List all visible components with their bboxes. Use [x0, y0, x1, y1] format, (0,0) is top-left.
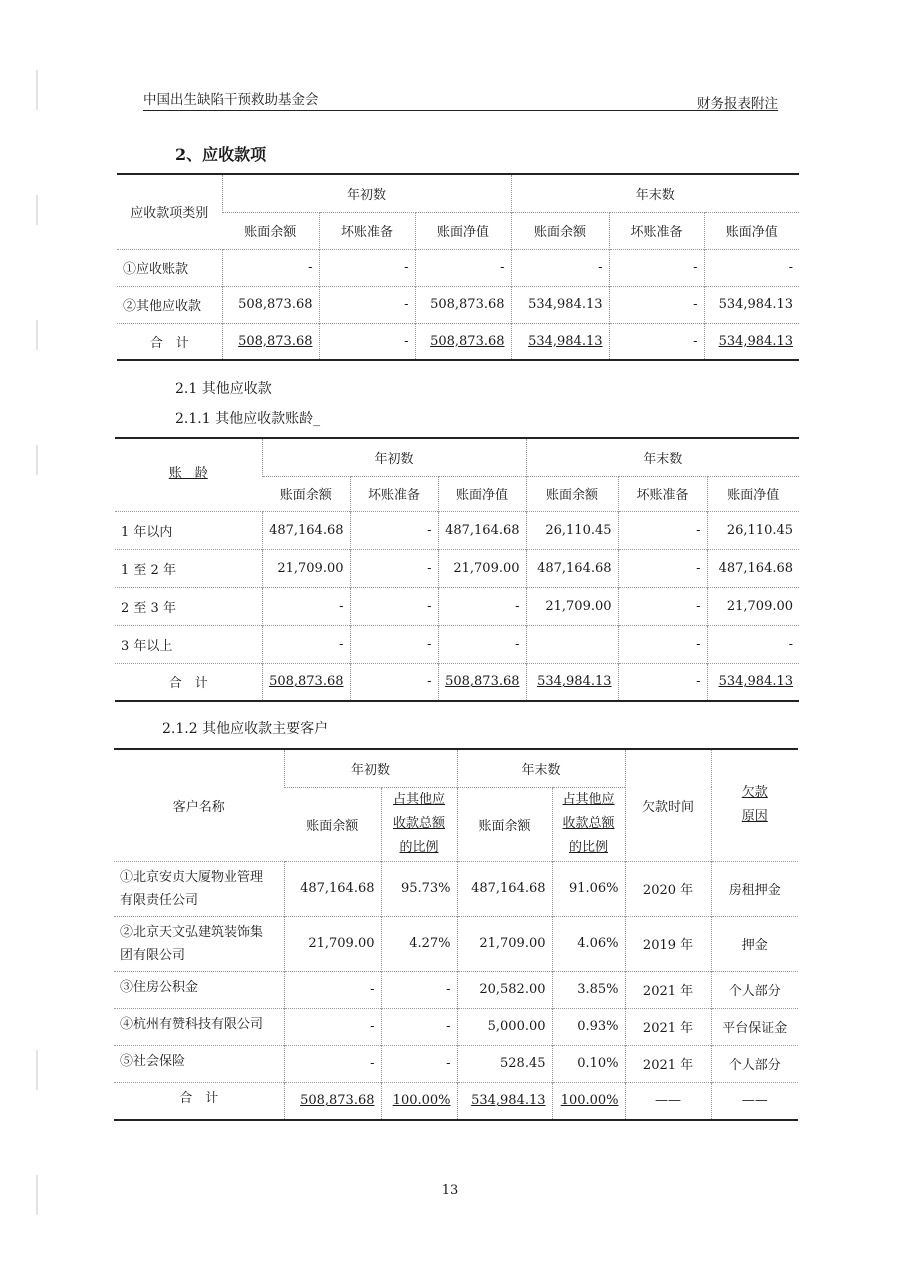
cell-value: -: [707, 625, 799, 663]
customer-name: ③住房公积金: [120, 979, 199, 995]
subsection-heading: 2.1.1 其他应收款账龄_: [175, 411, 321, 427]
cell-value: 个人部分: [711, 971, 798, 1008]
cell-value: -: [618, 549, 707, 587]
column-header: 账面余额: [511, 212, 609, 249]
header-section: 财务报表附注: [697, 96, 778, 112]
total-value: 508,873.68: [430, 333, 505, 349]
table-corner-header: 应收款项类别: [117, 174, 222, 249]
cell-value: -: [319, 249, 415, 286]
cell-value: -: [284, 1008, 381, 1045]
cell-value: -: [511, 249, 609, 286]
cell-value: 0.93%: [552, 1008, 625, 1045]
scan-mark: [36, 70, 38, 110]
header-rule: [143, 110, 778, 111]
table-row: [114, 1008, 798, 1045]
cell-value: 20,582.00: [457, 971, 552, 1008]
cell-value: -: [350, 587, 438, 625]
cell-value: -: [381, 1008, 457, 1045]
cell-value: 21,709.00: [457, 916, 552, 971]
cell-value: -: [438, 625, 526, 663]
table-corner-header: 客户名称: [114, 749, 284, 861]
row-label: 1 至 2 年: [115, 549, 262, 587]
column-header: 账面净值: [415, 212, 511, 249]
total-value: ——: [711, 1082, 798, 1120]
cell-value: 487,164.68: [526, 549, 618, 587]
total-value: -: [618, 663, 707, 701]
cell-value: -: [609, 286, 704, 323]
customer-name: 有限责任公司: [120, 892, 199, 908]
customer-name: ④杭州有赞科技有限公司: [120, 1016, 264, 1032]
table-row: [114, 916, 798, 971]
scan-mark: [36, 445, 38, 475]
cell-value: 21,709.00: [526, 587, 618, 625]
total-row: [114, 1082, 798, 1120]
total-value: 508,873.68: [445, 674, 520, 690]
cell-value: -: [284, 971, 381, 1008]
total-row: [115, 663, 799, 701]
cell-value: 487,164.68: [284, 861, 381, 916]
cell-value: -: [609, 249, 704, 286]
group-header-end: 年末数: [526, 438, 799, 476]
cell-value: 个人部分: [711, 1045, 798, 1082]
cell-value: 21,709.00: [262, 549, 350, 587]
total-row: [117, 323, 799, 360]
scan-mark: [36, 195, 38, 225]
cell-value: 5,000.00: [457, 1008, 552, 1045]
column-header: 账面余额: [457, 787, 552, 861]
customer-name: ②北京天文弘建筑装饰集: [120, 924, 264, 940]
cell-value: 0.10%: [552, 1045, 625, 1082]
cell-value: -: [350, 511, 438, 549]
table-corner-header: 账 龄: [168, 466, 208, 481]
cell-value: 534,984.13: [511, 286, 609, 323]
cell-value: 2021 年: [625, 971, 711, 1008]
column-header-ratio: 收款总额: [393, 816, 446, 831]
total-value: 534,984.13: [471, 1093, 546, 1109]
total-label: 合 计: [115, 663, 262, 701]
group-header-begin: 年初数: [222, 174, 511, 212]
row-label: 3 年以上: [115, 625, 262, 663]
column-header: 账面净值: [438, 476, 526, 511]
cell-value: 487,164.68: [457, 861, 552, 916]
column-header-time: 欠款时间: [625, 749, 711, 861]
cell-value: 26,110.45: [707, 511, 799, 549]
cell-value: 21,709.00: [438, 549, 526, 587]
cell-value: -: [438, 587, 526, 625]
cell-value: -: [381, 1045, 457, 1082]
group-header-begin: 年初数: [262, 438, 526, 476]
cell-value: -: [350, 549, 438, 587]
column-header-reason: 欠款: [741, 785, 768, 801]
total-value: ——: [625, 1082, 711, 1120]
column-header: 账面余额: [284, 787, 381, 861]
row-label: ①应收账款: [117, 249, 222, 286]
table-row: [115, 587, 799, 625]
cell-value: 21,709.00: [707, 587, 799, 625]
cell-value: 押金: [711, 916, 798, 971]
cell-value: 508,873.68: [415, 286, 511, 323]
total-value: 534,984.13: [537, 674, 612, 690]
cell-value: 91.06%: [552, 861, 625, 916]
customer-name: ⑤社会保险: [120, 1053, 186, 1069]
table-row: [114, 1045, 798, 1082]
total-value: 100.00%: [560, 1093, 619, 1109]
subsection-heading: 2.1 其他应收款: [175, 381, 272, 397]
cell-value: 4.27%: [381, 916, 457, 971]
cell-value: [526, 625, 618, 663]
total-value: 100.00%: [392, 1093, 451, 1109]
table-row: [115, 549, 799, 587]
total-value: 534,984.13: [718, 674, 794, 690]
receivables-table: [117, 173, 799, 361]
row-label: 1 年以内: [115, 511, 262, 549]
cell-value: 26,110.45: [526, 511, 618, 549]
row-label: 2 至 3 年: [115, 587, 262, 625]
cell-value: -: [618, 625, 707, 663]
column-header-ratio: 收款总额: [562, 816, 615, 831]
main-customers-table: [114, 748, 798, 1121]
cell-value: -: [284, 1045, 381, 1082]
cell-value: 487,164.68: [438, 511, 526, 549]
total-value: -: [609, 323, 704, 360]
customer-name: ①北京安贞大厦物业管理: [120, 869, 264, 885]
cell-value: 487,164.68: [262, 511, 350, 549]
column-header: 账面余额: [526, 476, 618, 511]
cell-value: 534,984.13: [704, 286, 799, 323]
column-header: 账面净值: [707, 476, 799, 511]
cell-value: 2019 年: [625, 916, 711, 971]
cell-value: -: [618, 511, 707, 549]
cell-value: 95.73%: [381, 861, 457, 916]
cell-value: 3.85%: [552, 971, 625, 1008]
cell-value: 487,164.68: [707, 549, 799, 587]
cell-value: 4.06%: [552, 916, 625, 971]
column-header-ratio: 的比例: [569, 840, 609, 855]
total-value: -: [319, 323, 415, 360]
column-header: 坏账准备: [609, 212, 704, 249]
cell-value: -: [262, 625, 350, 663]
cell-value: -: [415, 249, 511, 286]
table-row: [115, 625, 799, 663]
column-header: 坏账准备: [618, 476, 707, 511]
cell-value: 21,709.00: [284, 916, 381, 971]
table-row: [117, 286, 799, 323]
cell-value: -: [222, 249, 319, 286]
row-label: ②其他应收款: [117, 286, 222, 323]
aging-table: [115, 437, 799, 702]
total-value: 534,984.13: [718, 333, 794, 349]
cell-value: 2021 年: [625, 1045, 711, 1082]
cell-value: -: [381, 971, 457, 1008]
page-number: 13: [441, 1183, 459, 1198]
total-label: 合 计: [114, 1082, 284, 1120]
cell-value: 2021 年: [625, 1008, 711, 1045]
group-header-end: 年末数: [457, 749, 625, 787]
total-value: 534,984.13: [528, 333, 603, 349]
subsection-heading: 2.1.2 其他应收款主要客户: [162, 721, 329, 737]
column-header: 账面净值: [704, 212, 799, 249]
header-organization: 中国出生缺陷干预救助基金会: [143, 92, 319, 108]
total-value: -: [350, 663, 438, 701]
customer-name: 团有限公司: [120, 947, 186, 963]
scan-mark: [36, 320, 38, 350]
section-title: 2、应收款项: [175, 145, 267, 164]
table-row: [117, 249, 799, 286]
column-header: 坏账准备: [319, 212, 415, 249]
group-header-begin: 年初数: [284, 749, 457, 787]
cell-value: -: [262, 587, 350, 625]
cell-value: 房租押金: [711, 861, 798, 916]
total-label: 合 计: [117, 323, 222, 360]
table-row: [114, 861, 798, 916]
column-header-ratio: 的比例: [399, 840, 439, 855]
cell-value: -: [618, 587, 707, 625]
total-value: 508,873.68: [300, 1093, 375, 1109]
column-header: 坏账准备: [350, 476, 438, 511]
cell-value: 508,873.68: [222, 286, 319, 323]
scan-mark: [36, 1050, 38, 1090]
column-header: 账面余额: [262, 476, 350, 511]
column-header-reason: 原因: [741, 809, 768, 825]
cell-value: 528.45: [457, 1045, 552, 1082]
group-header-end: 年末数: [511, 174, 799, 212]
cell-value: -: [704, 249, 799, 286]
column-header-ratio: 占其他应: [562, 792, 615, 807]
column-header-ratio: 占其他应: [393, 792, 446, 807]
cell-value: -: [350, 625, 438, 663]
table-row: [115, 511, 799, 549]
total-value: 508,873.68: [238, 333, 313, 349]
total-value: 508,873.68: [269, 674, 344, 690]
table-row: [114, 971, 798, 1008]
cell-value: 平台保证金: [711, 1008, 798, 1045]
cell-value: -: [319, 286, 415, 323]
column-header: 账面余额: [222, 212, 319, 249]
cell-value: 2020 年: [625, 861, 711, 916]
